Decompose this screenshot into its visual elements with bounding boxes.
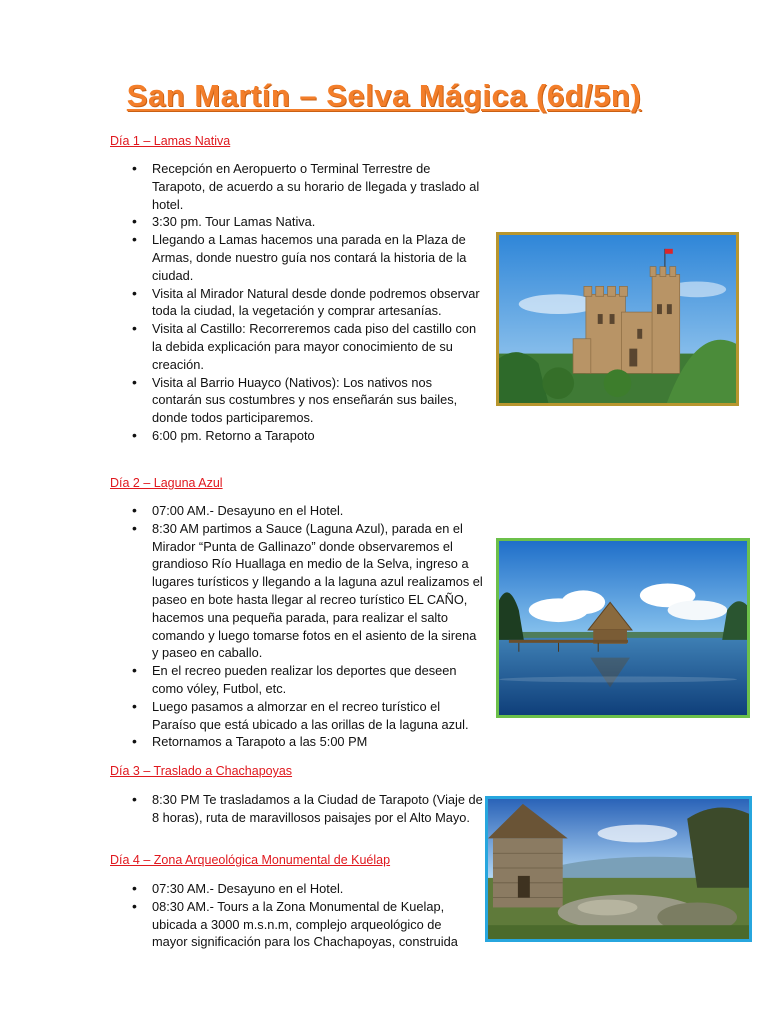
- day-4-list: [127, 880, 465, 951]
- page-title: San Martín – Selva Mágica (6d/5n): [126, 78, 642, 113]
- list-item: • Recepción en Aeropuerto o Terminal Terrestre de Tarapoto, de acuerdo a su horario de llegada y traslado al hotel.: [127, 160, 483, 213]
- castle-photo: [496, 232, 739, 406]
- day-1-list: [127, 160, 483, 445]
- list-item: • 8:30 AM partimos a Sauce (Laguna Azul), parada en el Mirador “Punta de Gallinazo” donde observaremos el grandioso Río Huallaga en medio de la Selva, ingreso a lugares turísticos y llegando a la laguna azul realizamos el paseo en bote hasta llegar al recreo turístico EL CAÑO, hacemos una pequeña parada, para realizar el salto comando y luego tomarse fotos en el asiento de la sirena y paseo en caballo.: [127, 520, 483, 662]
- day-2-heading: Día 2 – Laguna Azul: [110, 476, 223, 490]
- day-3-heading: Día 3 – Traslado a Chachapoyas: [110, 764, 293, 778]
- list-item: • En el recreo pueden realizar los deportes que deseen como vóley, Futbol, etc.: [127, 662, 483, 698]
- lagoon-photo: [496, 538, 750, 718]
- list-item: • Visita al Barrio Huayco (Nativos): Los nativos nos contarán sus costumbres y nos enseñarán sus bailes, donde todos participaremos.: [127, 374, 483, 427]
- list-item: • 07:30 AM.- Desayuno en el Hotel.: [127, 880, 465, 898]
- list-item: • Luego pasamos a almorzar en el recreo turístico el Paraíso que está ubicado a las orillas de la laguna azul.: [127, 698, 483, 734]
- list-item: • 8:30 PM Te trasladamos a la Ciudad de Tarapoto (Viaje de 8 horas), ruta de maravillosos paisajes por el Alto Mayo.: [127, 791, 493, 827]
- day-2-list: [127, 502, 483, 751]
- day-3-list: [127, 791, 493, 827]
- list-item: • 08:30 AM.- Tours a la Zona Monumental de Kuelap, ubicada a 3000 m.s.n.m, complejo arqueológico de mayor significación para los Chachapoyas, construida: [127, 898, 465, 951]
- list-item: • Retornamos a Tarapoto a las 5:00 PM: [127, 733, 483, 751]
- day-1-heading: Día 1 – Lamas Nativa: [110, 134, 231, 148]
- kuelap-photo: [485, 796, 752, 942]
- day-4-heading: Día 4 – Zona Arqueológica Monumental de Kuélap: [110, 853, 391, 867]
- list-item: • 6:00 pm. Retorno a Tarapoto: [127, 427, 483, 445]
- list-item: • Visita al Mirador Natural desde donde podremos observar toda la ciudad, la vegetación y comprar artesanías.: [127, 285, 483, 321]
- list-item: • Llegando a Lamas hacemos una parada en la Plaza de Armas, donde nuestro guía nos contará la historia de la ciudad.: [127, 231, 483, 284]
- list-item: • Visita al Castillo: Recorreremos cada piso del castillo con la debida explicación para mayor conocimiento de su creación.: [127, 320, 483, 373]
- list-item: • 07:00 AM.- Desayuno en el Hotel.: [127, 502, 483, 520]
- list-item: • 3:30 pm. Tour Lamas Nativa.: [127, 213, 483, 231]
